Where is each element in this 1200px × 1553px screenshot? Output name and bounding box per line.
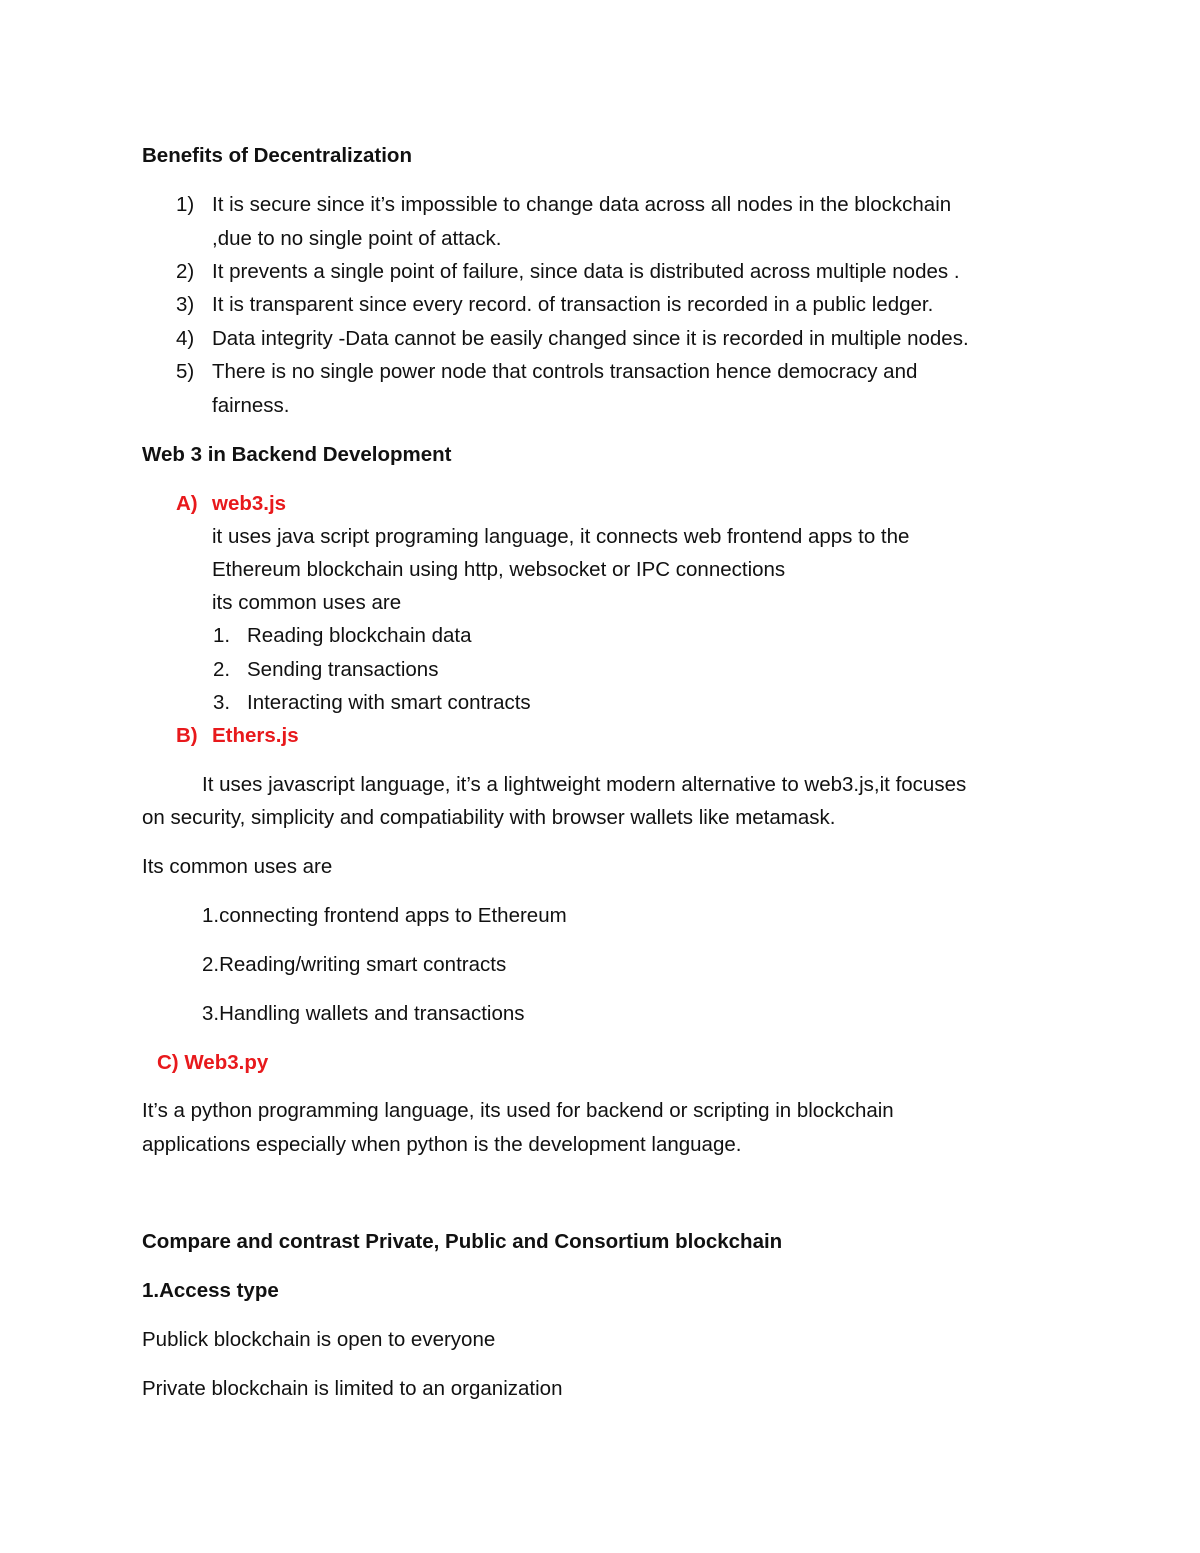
list-item-text: It is transparent since every record. of transaction is recorded in a public ledger. [212, 293, 934, 316]
paragraph-line: Its common uses are [142, 855, 333, 878]
section-heading-decentralization: Benefits of Decentralization [142, 144, 412, 167]
list-item-text: There is no single power node that controls transaction hence democracy and [212, 360, 918, 383]
list-item-text: Reading blockchain data [247, 624, 472, 647]
list-item-number: 4) [176, 327, 195, 350]
list-item-number: 1) [176, 193, 195, 216]
list-item-number: 3. [213, 691, 231, 714]
paragraph-line: Private blockchain is limited to an organization [142, 1377, 563, 1400]
paragraph-line: applications especially when python is the development language. [142, 1133, 742, 1156]
list-item-text: It prevents a single point of failure, since data is distributed across multiple nodes . [212, 260, 960, 283]
list-item-number: 2. [213, 658, 231, 681]
list-item-text: Data integrity -Data cannot be easily changed since it is recorded in multiple nodes. [212, 327, 969, 350]
subsection-marker: A) [176, 492, 198, 515]
paragraph-line: It’s a python programming language, its used for backend or scripting in blockchain [142, 1099, 894, 1122]
list-item-text: 1.connecting frontend apps to Ethereum [202, 904, 567, 927]
list-item-number: 2) [176, 260, 195, 283]
list-item-number: 3) [176, 293, 195, 316]
list-item-text: fairness. [212, 394, 290, 417]
paragraph-line: It uses javascript language, it’s a lightweight modern alternative to web3.js,it focuses [202, 773, 967, 796]
section-heading-compare: Compare and contrast Private, Public and Consortium blockchain [142, 1230, 783, 1253]
paragraph-line: on security, simplicity and compatiability with browser wallets like metamask. [142, 806, 836, 829]
list-item-text: 3.Handling wallets and transactions [202, 1002, 525, 1025]
subsection-title-web3py: C) Web3.py [157, 1051, 269, 1074]
list-item-text: 2.Reading/writing smart contracts [202, 953, 507, 976]
paragraph-line: Ethereum blockchain using http, websocket or IPC connections [212, 558, 786, 581]
paragraph-line: its common uses are [212, 591, 402, 614]
subsection-title-ethersjs: Ethers.js [212, 724, 299, 747]
list-item-number: 5) [176, 360, 195, 383]
paragraph-line: it uses java script programing language, it connects web frontend apps to the [212, 525, 910, 548]
list-item-number: 1. [213, 624, 231, 647]
list-item-text: Interacting with smart contracts [247, 691, 531, 714]
list-item-text: Sending transactions [247, 658, 439, 681]
subsection-title-web3js: web3.js [212, 492, 287, 515]
subheading-access-type: 1.Access type [142, 1279, 279, 1302]
list-item-text: It is secure since it’s impossible to change data across all nodes in the blockchain [212, 193, 952, 216]
subsection-marker: B) [176, 724, 198, 747]
paragraph-line: Publick blockchain is open to everyone [142, 1328, 496, 1351]
list-item-text: ,due to no single point of attack. [212, 227, 502, 250]
section-heading-web3-backend: Web 3 in Backend Development [142, 443, 452, 466]
